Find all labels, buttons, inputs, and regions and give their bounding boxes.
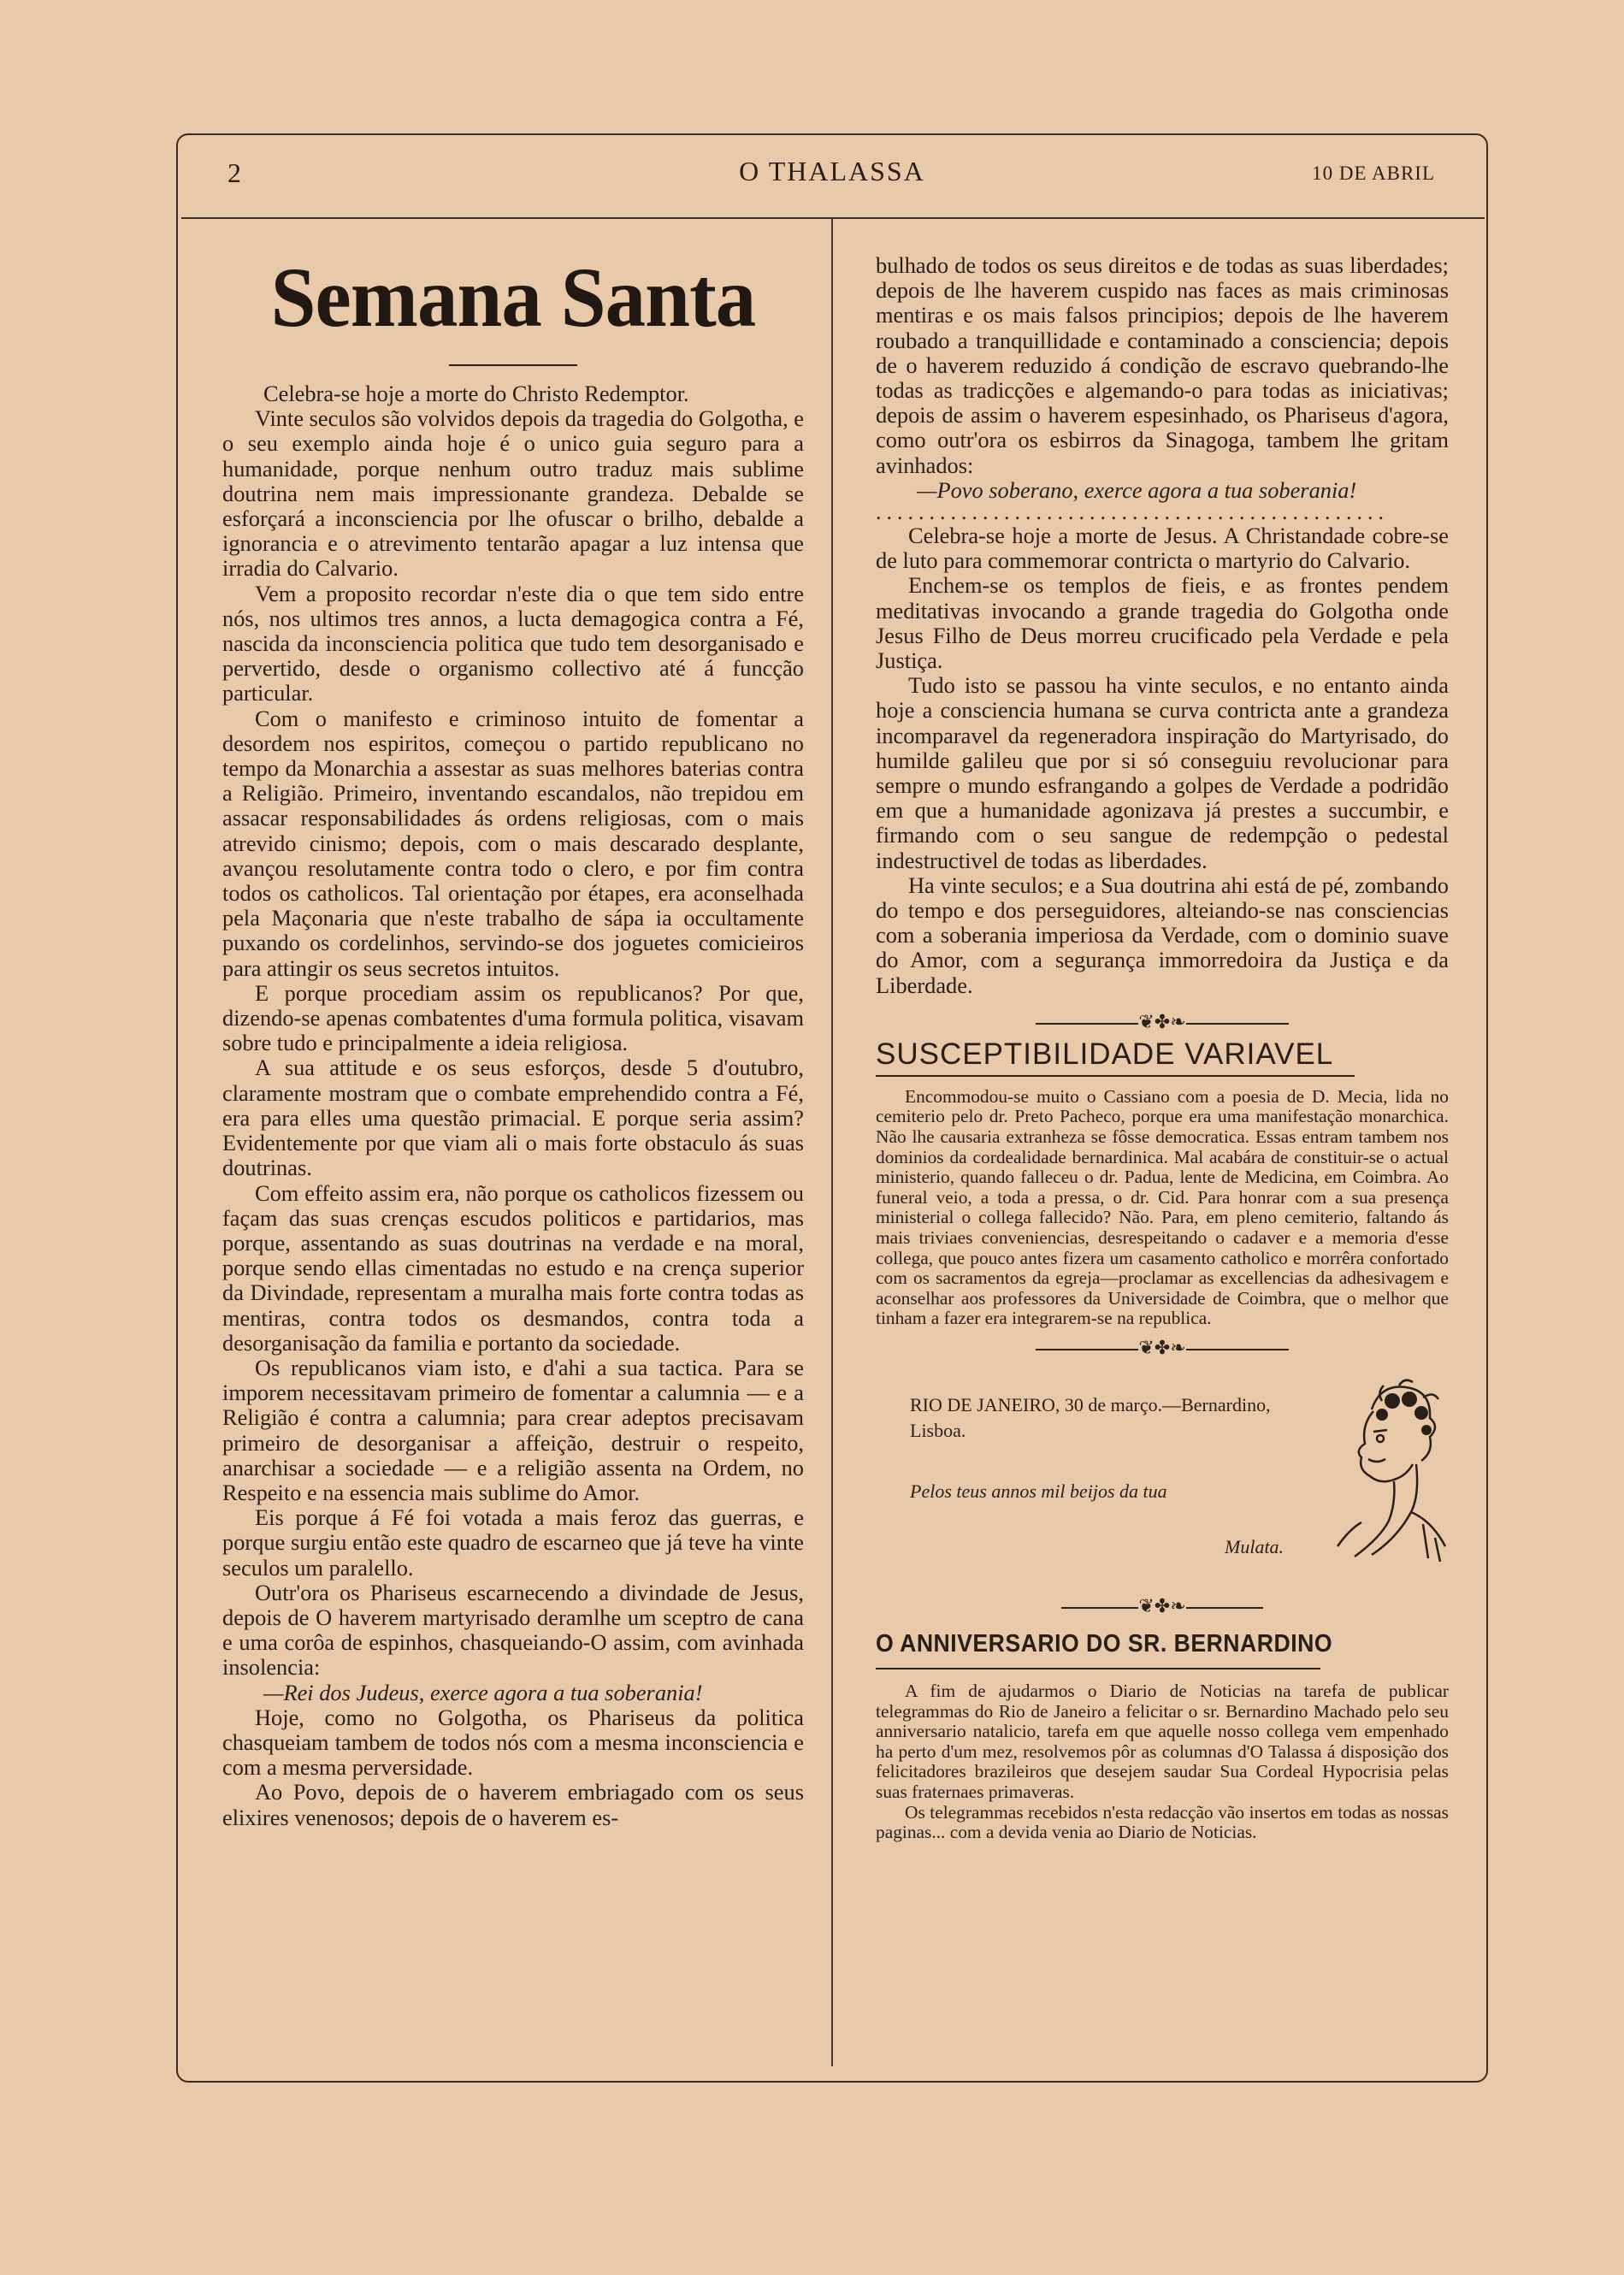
paragraph: Ao Povo, depois de o haverem embriagado com os seus elixires venenosos; depois de o haverem es-: [222, 1779, 804, 1830]
exclamation: —Povo soberano, exerce agora a tua soberania!: [917, 476, 1357, 503]
exclamation: —Rei dos Judeus, exerce agora a tua soberania!: [263, 1679, 703, 1705]
telegram-signature: Mulata.: [1225, 1536, 1284, 1558]
paragraph: E porque procediam assim os republicanos? Por que, dizendo-se apenas combatentes d'uma formula politica, visavam sobre tudo e principalmente a ideia religiosa.: [222, 979, 804, 1056]
right-column: [876, 253, 1449, 1843]
ornament-divider: ❦✤❧: [876, 1010, 1449, 1034]
paragraph: A fim de ajudarmos o Diario de Noticias na tarefa de publicar telegrammas do Rio de Janeiro a felicitar o sr. Bernardino Machado pelo seu anniversario natalicio, tarefa em que aquelle nosso collega vem empenhado ha perto d'um mez, resolvemos pôr as columnas d'O Talassa á disposição dos felicitadores brazileiros que desejem saudar Sua Cordeal Hypocrisia pelas suas fraternaes primaveras.: [876, 1681, 1449, 1802]
susceptibilidade-article: [876, 1087, 1449, 1329]
telegram-box: [876, 1384, 1449, 1581]
page-number: 2: [227, 157, 241, 188]
paragraph: Ha vinte seculos; e a Sua doutrina ahi está de pé, zombando do tempo e dos perseguidores, alteiando-se nas consciencias com a soberania imperiosa da Verdade, com o dominio suave do Amor, com a segurança immorredoira da Justiça e da Liberdade.: [876, 872, 1449, 998]
article-title: Semana Santa: [270, 250, 756, 345]
left-column: [222, 250, 804, 1830]
paragraph: Outr'ora os Phariseus escarnecendo a divindade de Jesus, depois de O haverem martyrisado deramlhe um sceptro de cana e uma corôa de espinhos, chasqueiando-O assim, com avinhada insolencia:: [222, 1579, 804, 1681]
paragraph: Com o manifesto e criminoso intuito de fomentar a desordem nos espiritos, começou o partido republicano no tempo da Monarchia a assestar as suas melhores baterias contra a Religião. Primeiro, inventando escandalos, não trepidou em assacar responsabilidades ás ordens religiosas, com o mais atrevido cinismo; depois, com o mais descarado desplante, avançou resolutamente contra todo o clero, e por fim contra todos os catholicos. Tal orientação por étapes, era aconselhada pela Maçonaria que n'este trabalho de sápa ia occultamente puxando os cordelinhos, servindo-se dos joguetes comicieiros para attingir os seus secretos intuitos.: [222, 705, 804, 981]
section-heading: O ANNIVERSARIO DO SR. BERNARDINO: [876, 1630, 1333, 1658]
paragraph: A sua attitude e os seus esforços, desde 5 d'outubro, claramente mostram que o combate emprehendido contra a Fé, era para elles uma questão primacial. E porque seria assim? Evidentemente por que viam ali o mais forte obstaculo ás suas doutrinas.: [222, 1055, 804, 1181]
paragraph: Eis porque á Fé foi votada a mais feroz das guerras, e porque surgiu então este quadro de escarneo que já teve ha vinte seculos um paralello.: [222, 1504, 804, 1581]
caricature-portrait-icon: [1320, 1375, 1449, 1563]
paragraph: Com effeito assim era, não porque os catholicos fizessem ou façam das suas crenças escudos politicos e partidarios, mas porque, assentando as suas doutrinas na verdade e na moral, porque sendo ellas cimentadas no estudo e na crença superior da Divindade, representam a muralha mais forte contra todas as mentiras, contra todos os desmandos, contra toda a desorganisação da familia e portanto da sociedade.: [222, 1179, 804, 1356]
paragraph: Celebra-se hoje a morte de Jesus. A Christandade cobre-se de luto para commemorar contricta o martyrio do Calvario.: [876, 523, 1449, 574]
issue-date: 10 DE ABRIL: [1312, 162, 1435, 184]
paragraph: bulhado de todos os seus direitos e de todas as suas liberdades; depois de lhe haverem cuspido nas faces as mais criminosas mentiras e os mais falsos principios; depois de lhe haverem roubado a tranquillidade e contaminado a consciencia; depois de o haverem reduzido á condição de escravo quebrando-lhe todas as tradicções e algemando-o para todas as iniciativas; depois de assim o haverem espesinhado, os Phariseus d'agora, como outr'ora os esbirros da Sinagoga, tambem lhe gritam avinhados:: [876, 252, 1449, 478]
title-rule: [449, 364, 577, 366]
dotted-separator: ................................................: [876, 503, 1389, 523]
ornament-divider: ❦✤❧: [876, 1336, 1449, 1360]
paragraph: Vinte seculos são volvidos depois da tragedia do Golgotha, e o seu exemplo ainda hoje é o unico guia seguro para a humanidade, porque nenhum outro traduz mais sublime doutrina nem mais impressionante grandeza. Debalde se esforçará a inconsciencia por lhe ofuscar o brilho, debalde a ignorancia e o atrevimento tentarão apagar a luz intensa que irradia do Calvario.: [222, 405, 804, 582]
anniversario-article: [876, 1681, 1449, 1843]
header-rule: [181, 217, 1485, 219]
masthead-title: O THALASSA: [739, 156, 925, 186]
column-divider: [831, 219, 833, 2066]
paragraph: Vem a proposito recordar n'este dia o que tem sido entre nós, nos ultimos tres annos, a lucta demagogica contra a Fé, nascida da inconsciencia politica que tudo tem desorganisado e pervertido, desde o organismo collectivo até á funcção particular.: [222, 580, 804, 706]
telegram-dateline: RIO DE JANEIRO, 30 de março.—Bernardino, Lisboa.: [910, 1394, 1271, 1442]
paragraph: Os telegrammas recebidos n'esta redacção vão insertos em todas as nossas paginas... com a devida venia ao Diario de Noticias.: [876, 1801, 1449, 1843]
paragraph: Encommodou-se muito o Cassiano com a poesia de D. Mecia, lida no cemiterio pelo dr. Preto Pacheco, porque era uma manifestação monarchica. Não lhe causaria extranheza se fôsse democratica. Essas entram tambem nos dominios da cordealidade bernardinica. Mal acabára de constituir-se o actual ministerio, quando falleceu o dr. Padua, lente de Medicina, em Coimbra. Ao funeral veio, a toda a pressa, o dr. Cid. Para honrar com a sua presença ministerial o collega fallecido? Não. Para, em pleno cemiterio, faltando ás mais triviaes conveniencias, desrespeitando o cadaver e a memoria d'esse collega, que pouco antes fizera um casamento catholico e morrêra confortado com os sacramentos da egreja—proclamar as excellencias da adhesivagem e aconselhar aos professores da Universidade de Coimbra, que o melhor que tinham a fazer era integrarem-se na republica.: [876, 1085, 1449, 1329]
page-header: [176, 151, 1488, 193]
paragraph: Celebra-se hoje a morte do Christo Redemptor.: [263, 381, 689, 406]
paragraph: Hoje, como no Golgotha, os Phariseus da politica chasqueiam tambem de todos nós com a mesma inconsciencia e com a mesma perversidade.: [222, 1704, 804, 1781]
ornament-divider: ❦✤❧: [876, 1594, 1449, 1618]
heading-underline: [876, 1668, 1320, 1669]
paragraph: Os republicanos viam isto, e d'ahi a sua tactica. Para se imporem necessitavam primeiro de fomentar a calumnia — e a Religião é contra a calumnia; para crear adeptos precisavam primeiro de desorganisar a affeição, destruir o respeito, anarchisar a sociedade — e a religião assenta na Ordem, no Respeito e na essencia mais sublime do Amor.: [222, 1354, 804, 1505]
telegram-message: Pelos teus annos mil beijos da tua: [910, 1480, 1167, 1503]
section-heading: SUSCEPTIBILIDADE VARIAVEL: [876, 1037, 1334, 1071]
paragraph: Tudo isto se passou ha vinte seculos, e no entanto ainda hoje a consciencia humana se curva contricta ante a grandeza incomparavel da regeneradora inspiração do Martyrisado, do humilde galileu que por si só conseguiu revolucionar para sempre o mundo esfrangando a golpes de Verdade a podridão em que a humanidade agonizava já prestes a succumbir, e firmando com o seu sangue de redempção o pedestal indestructivel de todas as liberdades.: [876, 672, 1449, 873]
paragraph: Enchem-se os templos de fieis, e as frontes pendem meditativas invocando a grande tragedia do Golgotha onde Jesus Filho de Deus morreu crucificado pela Verdade e pela Justiça.: [876, 572, 1449, 674]
heading-underline: [876, 1075, 1355, 1077]
article-continuation: [876, 253, 1449, 998]
